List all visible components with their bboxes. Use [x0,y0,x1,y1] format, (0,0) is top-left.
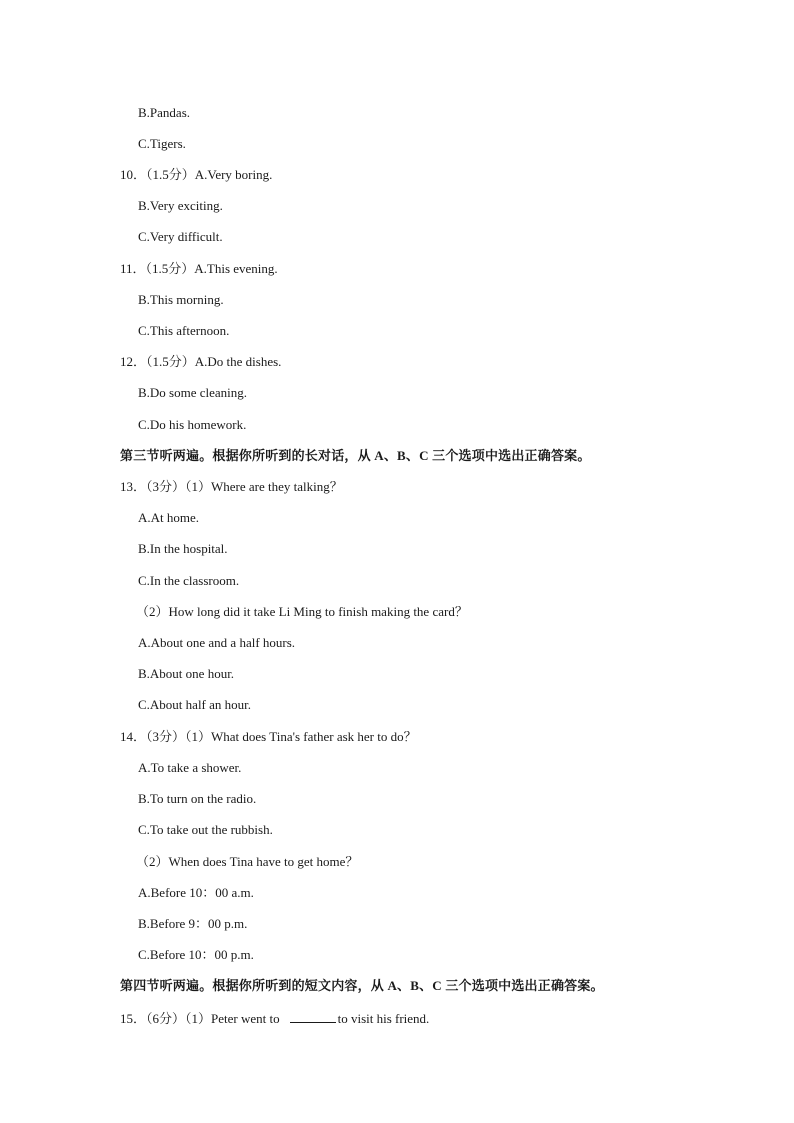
option-14-2b: B.Before 9：00 p.m. [138,916,248,931]
question-15-text-before: 15．（6分）（1）Peter went to [120,1011,280,1026]
option-13-2b: B.About one hour. [138,666,235,681]
question-11: 11．（1.5分）A.This evening. [120,261,278,276]
question-15-text-after: to visit his friend. [337,1011,430,1026]
option-13-1c: C.In the classroom. [138,573,240,588]
answer-blank [290,1010,336,1023]
question-14-2: （2）When does Tina have to get home？ [136,854,359,869]
option-14-1c: C.To take out the rubbish. [138,822,273,837]
question-12: 12．（1.5分）A.Do the dishes. [120,354,282,369]
option-13-2a: A.About one and a half hours. [138,635,296,650]
option-11c: C.This afternoon. [138,323,230,338]
option-14-2a: A.Before 10：00 a.m. [138,885,254,900]
option-11b: B.This morning. [138,292,224,307]
question-10: 10．（1.5分）A.Very boring. [120,167,273,182]
option-9b: B.Pandas. [138,105,190,120]
option-14-1a: A.To take a shower. [138,760,242,775]
question-13: 13．（3分）（1）Where are they talking？ [120,479,343,494]
option-12c: C.Do his homework. [138,417,247,432]
question-13-2: （2）How long did it take Li Ming to finish making the card？ [136,604,468,619]
option-13-1b: B.In the hospital. [138,541,228,556]
section-3-heading: 第三节听两遍。根据你所听到的长对话，从 A、B、C 三个选项中选出正确答案。 [120,448,591,463]
option-14-2c: C.Before 10：00 p.m. [138,947,254,962]
option-14-1b: B.To turn on the radio. [138,791,257,806]
option-13-1a: A.At home. [138,510,200,525]
option-10c: C.Very difficult. [138,229,223,244]
question-14: 14．（3分）（1）What does Tina's father ask her to do？ [120,729,417,744]
option-10b: B.Very exciting. [138,198,223,213]
section-4-heading: 第四节听两遍。根据你所听到的短文内容，从 A、B、C 三个选项中选出正确答案。 [120,978,604,993]
option-9c: C.Tigers. [138,136,186,151]
question-15 [120,1010,429,1027]
option-13-2c: C.About half an hour. [138,697,252,712]
option-12b: B.Do some cleaning. [138,385,248,400]
